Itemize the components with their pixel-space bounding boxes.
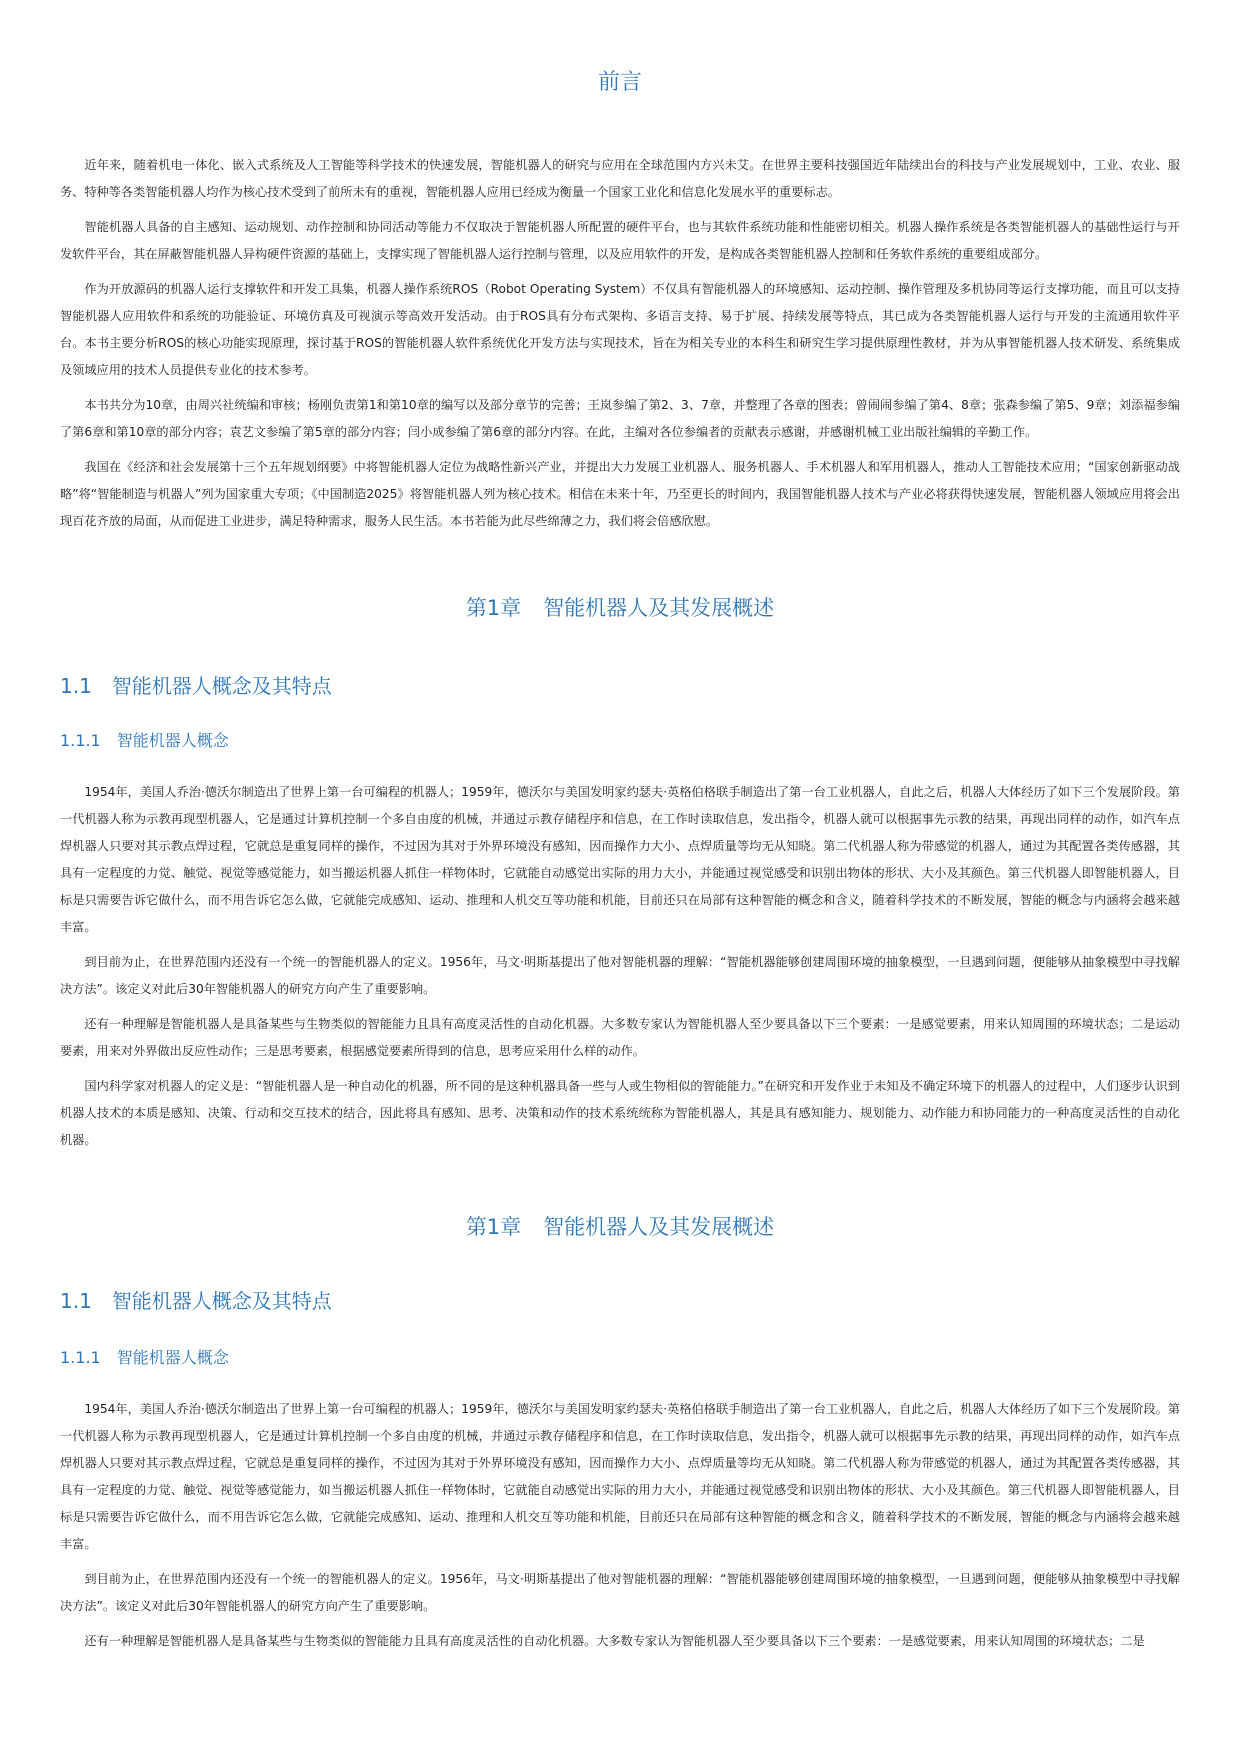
section-number: 1.1 [60,1289,92,1313]
body-paragraph: 国内科学家对机器人的定义是：“智能机器人是一种自动化的机器，所不同的是这种机器具备一些与人或生物相似的智能能力。”在研究和开发作业于未知及不确定环境下的机器人的过程中，人们逐步认识到机器人技术的本质是感知、决策、行动和交互技术的结合，因此将具有感知、思考、决策和动作的技术系统统称为智能机器人，其是具有感知能力、规划能力、动作能力和协同能力的一种高度灵活性的自动化机器。 [60,1079,1180,1147]
chapter-number: 第1章 [465,1215,522,1239]
section-heading [60,671,1180,701]
body-paragraph: 1954年，美国人乔治·德沃尔制造出了世界上第一台可编程的机器人；1959年，德沃尔与美国发明家约瑟夫·英格伯格联手制造出了第一台工业机器人，自此之后，机器人大体经历了如下三个发展阶段。第一代机器人称为示教再现型机器人，它是通过计算机控制一个多自由度的机械，并通过示教存储程序和信息，在工作时读取信息，发出指令，机器人就可以根据事先示教的结果，再现出同样的动作，如汽车点焊机器人只要对其示教点焊过程，它就总是重复同样的操作，不过因为其对于外界环境没有感知，因而操作力大小、点焊质量等均无从知晓。第二代机器人称为带感觉的机器人，通过为其配置各类传感器，其具有一定程度的力觉、触觉、视觉等感觉能力，如当搬运机器人抓住一样物体时，它就能自动感觉出实际的用力大小，并能通过视觉感受和识别出物体的形状、大小及其颜色。第三代机器人即智能机器人，目标是只需要告诉它做什么，而不用告诉它怎么做，它就能完成感知、运动、推理和人机交互等功能和机能，目前还只在局部有这种智能的概念和含义，随着科学技术的不断发展，智能的概念与内涵将会越来越丰富。 [60,785,1180,934]
chapter-title-text: 智能机器人及其发展概述 [543,1215,775,1239]
subsection-heading [60,1346,1180,1370]
preface-body [60,152,1180,535]
body-paragraph: 还有一种理解是智能机器人是具备某些与生物类似的智能能力且具有高度灵活性的自动化机器。大多数专家认为智能机器人至少要具备以下三个要素：一是感觉要素，用来认知周围的环境状态；二是 [84,1634,1145,1648]
preface-paragraph: 智能机器人具备的自主感知、运动规划、动作控制和协同活动等能力不仅取决于智能机器人所配置的硬件平台，也与其软件系统功能和性能密切相关。机器人操作系统是各类智能机器人的基础性运行与开发软件平台，其在屏蔽智能机器人异构硬件资源的基础上，支撑实现了智能机器人运行控制与管理，以及应用软件的开发，是构成各类智能机器人控制和任务软件系统的重要组成部分。 [60,220,1180,261]
preface-paragraph: 我国在《经济和社会发展第十三个五年规划纲要》中将智能机器人定位为战略性新兴产业，并提出大力发展工业机器人、服务机器人、手术机器人和军用机器人，推动人工智能技术应用；“国家创新驱动战略”将“智能制造与机器人”列为国家重大专项；《中国制造2025》将智能机器人列为核心技术。相信在未来十年，乃至更长的时间内，我国智能机器人技术与产业必将获得快速发展，智能机器人领域应用将会出现百花齐放的局面，从而促进工业进步，满足特种需求，服务人民生活。本书若能为此尽些绵薄之力，我们将会倍感欣慰。 [60,460,1180,528]
preface-title: 前言 [597,70,642,95]
section-title-text: 智能机器人概念及其特点 [111,674,332,698]
section-title-text: 智能机器人概念及其特点 [111,1289,332,1313]
subsection-number: 1.1.1 [60,731,101,750]
section-body [60,779,1180,1154]
body-paragraph: 到目前为止，在世界范围内还没有一个统一的智能机器人的定义。1956年，马文·明斯基提出了他对智能机器的理解：“智能机器能够创建周围环境的抽象模型，一旦遇到问题，便能够从抽象模型中寻找解决方法”。该定义对此后30年智能机器人的研究方向产生了重要影响。 [60,955,1180,996]
section-number: 1.1 [60,674,92,698]
chapter-number: 第1章 [465,596,522,620]
body-paragraph: 到目前为止，在世界范围内还没有一个统一的智能机器人的定义。1956年，马文·明斯基提出了他对智能机器的理解：“智能机器能够创建周围环境的抽象模型，一旦遇到问题，便能够从抽象模型中寻找解决方法”。该定义对此后30年智能机器人的研究方向产生了重要影响。 [60,1572,1180,1613]
preface-paragraph: 本书共分为10章，由周兴社统编和审核；杨刚负责第1和第10章的编写以及部分章节的完善；王岚参编了第2、3、7章，并整理了各章的图表；曾闹闹参编了第4、8章；张森参编了第5、9章；刘添福参编了第6章和第10章的部分内容；袁艺文参编了第5章的部分内容；闫小成参编了第6章的部分内容。在此，主编对各位参编者的贡献表示感谢，并感谢机械工业出版社编辑的辛勤工作。 [60,398,1180,439]
chapter-title [60,593,1180,623]
chapter-title-text: 智能机器人及其发展概述 [543,596,775,620]
body-paragraph: 1954年，美国人乔治·德沃尔制造出了世界上第一台可编程的机器人；1959年，德沃尔与美国发明家约瑟夫·英格伯格联手制造出了第一台工业机器人，自此之后，机器人大体经历了如下三个发展阶段。第一代机器人称为示教再现型机器人，它是通过计算机控制一个多自由度的机械，并通过示教存储程序和信息，在工作时读取信息，发出指令，机器人就可以根据事先示教的结果，再现出同样的动作，如汽车点焊机器人只要对其示教点焊过程，它就总是重复同样的操作，不过因为其对于外界环境没有感知，因而操作力大小、点焊质量等均无从知晓。第二代机器人称为带感觉的机器人，通过为其配置各类传感器，其具有一定程度的力觉、触觉、视觉等感觉能力，如当搬运机器人抓住一样物体时，它就能自动感觉出实际的用力大小，并能通过视觉感受和识别出物体的形状、大小及其颜色。第三代机器人即智能机器人，目标是只需要告诉它做什么，而不用告诉它怎么做，它就能完成感知、运动、推理和人机交互等功能和机能，目前还只在局部有这种智能的概念和含义，随着科学技术的不断发展，智能的概念与内涵将会越来越丰富。 [60,1402,1180,1551]
preface-paragraph: 作为开放源码的机器人运行支撑软件和开发工具集，机器人操作系统ROS（Robot Operating System）不仅具有智能机器人的环境感知、运动控制、操作管理及多机协同等运行支撑功能，而且可以支持智能机器人应用软件和系统的功能验证、环境仿真及可视演示等高效开发活动。由于ROS具有分布式架构、多语言支持、易于扩展、持续发展等特点，其已成为各类智能机器人运行与开发的主流通用软件平台。本书主要分析ROS的核心功能实现原理，探讨基于ROS的智能机器人软件系统优化开发方法与实现技术，旨在为相关专业的本科生和研究生学习提供原理性教材，并为从事智能机器人技术研发、系统集成及领域应用的技术人员提供专业化的技术参考。 [60,282,1180,377]
subsection-heading [60,729,1180,753]
chapter-title [60,1212,1180,1242]
subsection-number: 1.1.1 [60,1348,101,1367]
preface-paragraph: 近年来，随着机电一体化、嵌入式系统及人工智能等科学技术的快速发展，智能机器人的研究与应用在全球范围内方兴未艾。在世界主要科技强国近年陆续出台的科技与产业发展规划中，工业、农业、服务、特种等各类智能机器人均作为核心技术受到了前所未有的重视，智能机器人应用已经成为衡量一个国家工业化和信息化发展水平的重要标志。 [60,158,1180,199]
section-heading [60,1286,1180,1316]
subsection-title-text: 智能机器人概念 [116,1348,229,1367]
subsection-title-text: 智能机器人概念 [116,731,229,750]
section-body [60,1396,1180,1655]
body-paragraph: 还有一种理解是智能机器人是具备某些与生物类似的智能能力且具有高度灵活性的自动化机器。大多数专家认为智能机器人至少要具备以下三个要素：一是感觉要素，用来认知周围的环境状态；二是运动要素，用来对外界做出反应性动作；三是思考要素，根据感觉要素所得到的信息，思考应采用什么样的动作。 [60,1017,1180,1058]
